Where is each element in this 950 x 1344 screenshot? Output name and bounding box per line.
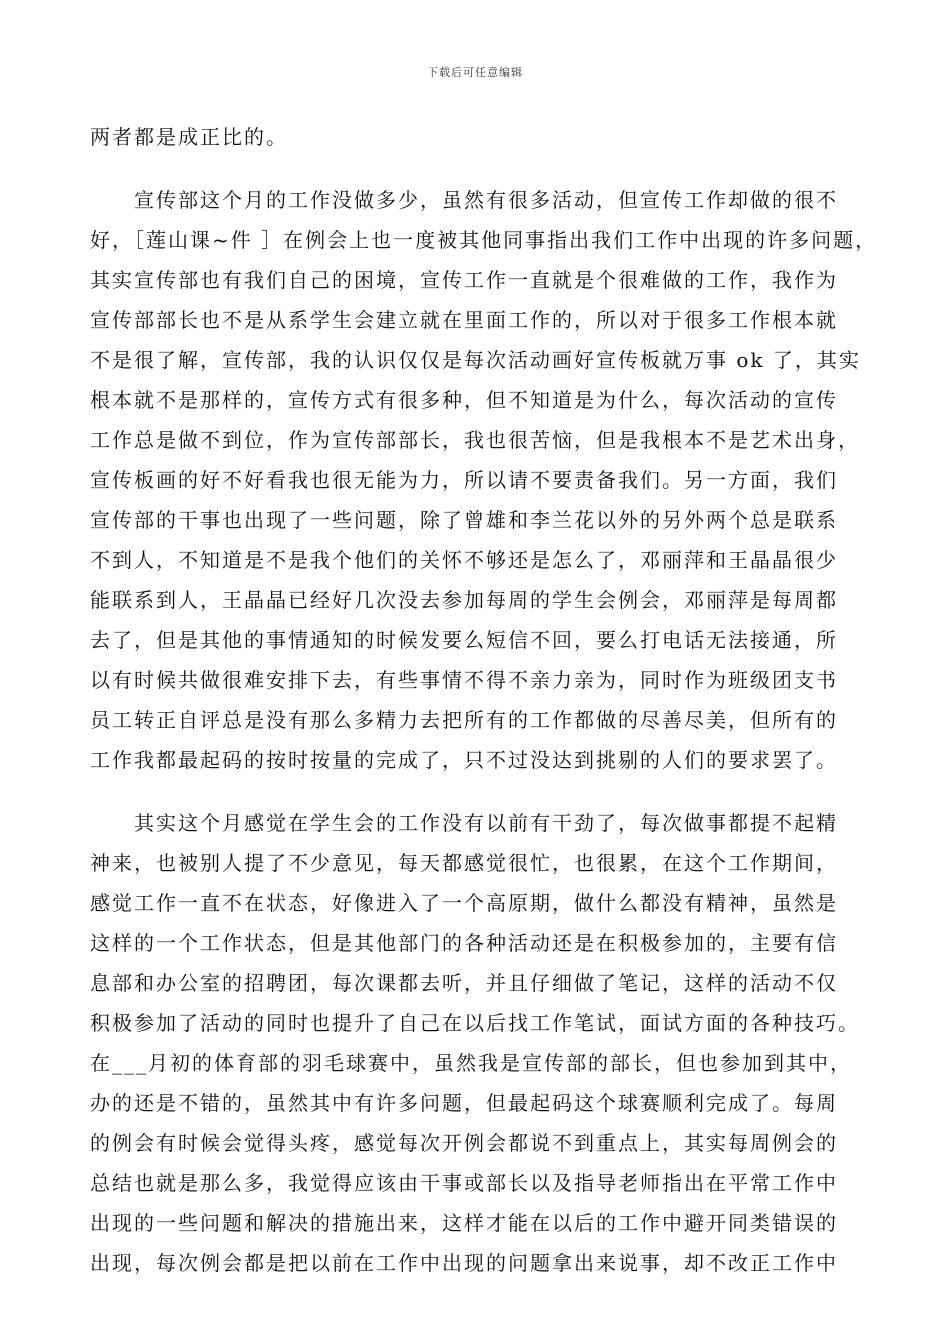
text-line: 员工转正自评总是没有那么多精力去把所有的工作都做的尽善尽美，但所有的 xyxy=(90,708,838,732)
text-line: 根本就不是那样的，宣传方式有很多种，但不知道是为什么，每次活动的宣传 xyxy=(90,388,838,412)
text-line: 宣传部部长也不是从系学生会建立就在里面工作的，所以对于很多工作根本就 xyxy=(90,308,838,332)
text-line: 好，［莲山课~件 ］在例会上也一度被其他同事指出我们工作中出现的许多问题， xyxy=(90,228,878,252)
page-header: 下载后可任意编辑 xyxy=(427,66,523,79)
text-line: 宣传板画的好不好看我也很无能为力，所以请不要责备我们。另一方面，我们 xyxy=(90,468,838,492)
text-line: 能联系到人，王晶晶已经好几次没去参加每周的学生会例会，邓丽萍是每周都 xyxy=(90,588,838,612)
text-line: 去了，但是其他的事情通知的时候发要么短信不回，要么打电话无法接通，所 xyxy=(90,628,838,652)
text-line: 不是很了解，宣传部，我的认识仅仅是每次活动画好宣传板就万事 ok 了，其实 xyxy=(90,348,861,372)
text-line: 总结也就是那么多，我觉得应该由干事或部长以及指导老师指出在平常工作中 xyxy=(90,1171,838,1195)
text-line: 宣传部的干事也出现了一些问题，除了曾雄和李兰花以外的另外两个总是联系 xyxy=(90,508,838,532)
text-line: 以有时候共做很难安排下去，有些事情不得不亲力亲为，同时作为班级团支书 xyxy=(90,668,838,692)
text-line: 这样的一个工作状态，但是其他部门的各种活动还是在积极参加的，主要有信 xyxy=(90,931,838,955)
text-line: 出现，每次例会都是把以前在工作中出现的问题拿出来说事，却不改正工作中 xyxy=(90,1251,838,1275)
text-line: 工作总是做不到位，作为宣传部部长，我也很苦恼，但是我根本不是艺术出身， xyxy=(90,428,860,452)
text-line: 不到人，不知道是不是我个他们的关怀不够还是怎么了，邓丽萍和王晶晶很少 xyxy=(90,548,838,572)
text-line: 出现的一些问题和解决的措施出来，这样才能在以后的工作中避开同类错误的 xyxy=(90,1211,838,1235)
text-line: 工作我都最起码的按时按量的完成了，只不过没达到挑剔的人们的要求罢了。 xyxy=(90,748,838,772)
text-line: 感觉工作一直不在状态，好像进入了一个高原期，做什么都没有精神，虽然是 xyxy=(90,891,838,915)
text-line: 积极参加了活动的同时也提升了自己在以后找工作笔试，面试方面的各种技巧。 xyxy=(90,1011,860,1035)
text-line: 其实这个月感觉在学生会的工作没有以前有干劲了，每次做事都提不起精 xyxy=(134,811,838,835)
text-line: 息部和办公室的招聘团，每次课都去听，并且仔细做了笔记，这样的活动不仅 xyxy=(90,971,838,995)
document-body xyxy=(0,117,950,1317)
text-line: 在___月初的体育部的羽毛球赛中，虽然我是宣传部的部长，但也参加到其中， xyxy=(90,1051,852,1075)
text-line: 的例会有时候会觉得头疼，感觉每次开例会都说不到重点上，其实每周例会的 xyxy=(90,1131,838,1155)
text-line: 两者都是成正比的。 xyxy=(90,125,288,149)
text-line: 宣传部这个月的工作没做多少，虽然有很多活动，但宣传工作却做的很不 xyxy=(134,188,838,212)
text-line: 办的还是不错的，虽然其中有许多问题，但最起码这个球赛顺利完成了。每周 xyxy=(90,1091,838,1115)
text-line: 神来，也被别人提了不少意见，每天都感觉很忙，也很累，在这个工作期间， xyxy=(90,851,838,875)
text-line: 其实宣传部也有我们自己的困境，宣传工作一直就是个很难做的工作，我作为 xyxy=(90,268,838,292)
